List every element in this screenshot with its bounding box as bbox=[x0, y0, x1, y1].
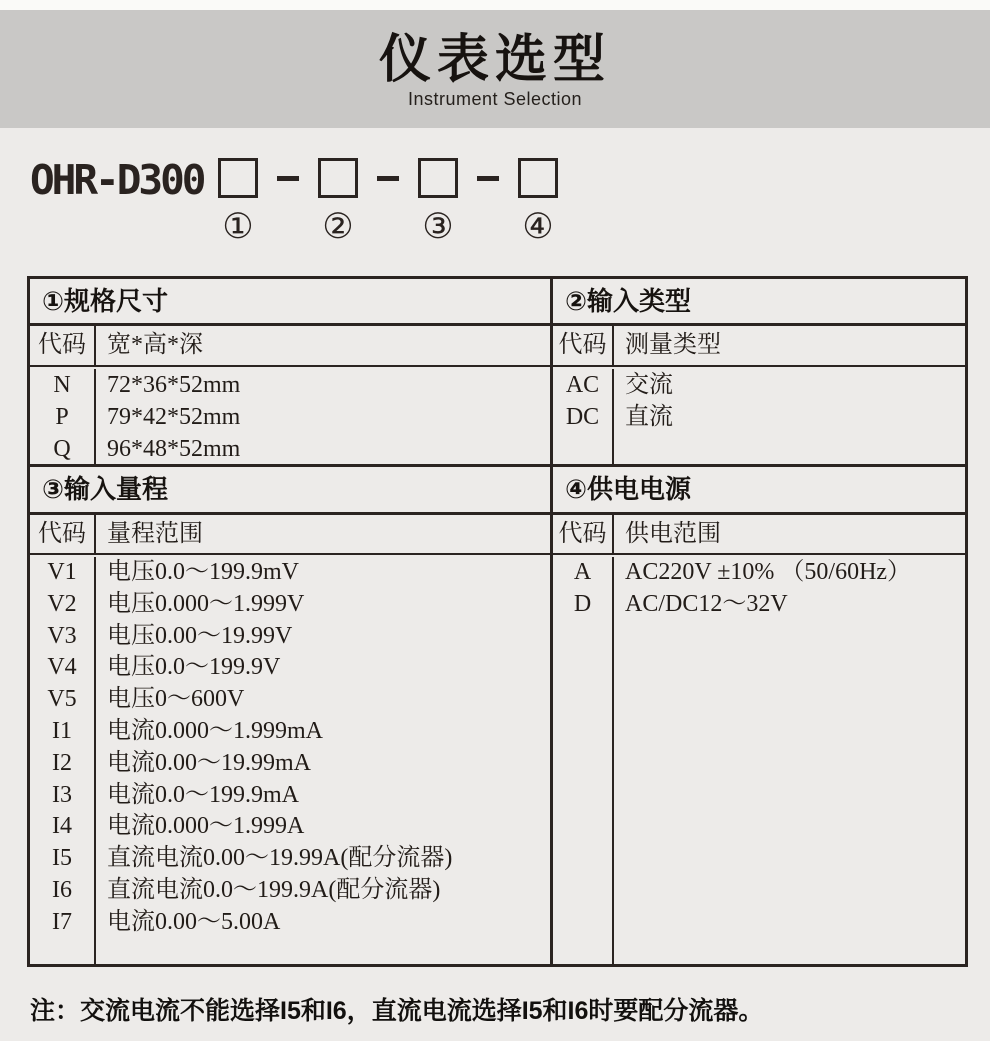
position-marker-2: ② bbox=[322, 207, 354, 247]
title-band bbox=[0, 10, 990, 128]
row-code: DC bbox=[565, 404, 600, 430]
row-value: 72*36*52mm bbox=[107, 372, 241, 398]
column-header-row-spec bbox=[30, 326, 553, 367]
row-code: D bbox=[573, 590, 592, 617]
row-value: 电压0～600V bbox=[107, 686, 245, 713]
model-box-4 bbox=[518, 158, 558, 198]
row-value: 电压0.0～199.9mV bbox=[107, 559, 299, 585]
row-code: V1 bbox=[47, 559, 77, 585]
row-value: 96*48*52mm bbox=[107, 436, 241, 462]
row-code: I7 bbox=[52, 908, 72, 935]
row-value: AC/DC12～32V bbox=[625, 590, 788, 617]
row-value: 电压0.00～19.99V bbox=[107, 622, 293, 649]
page-subtitle: Instrument Selection bbox=[407, 89, 583, 109]
row-code: I1 bbox=[52, 717, 72, 744]
model-slot-3 bbox=[418, 158, 458, 245]
row-value: 电流0.000～1.999A bbox=[107, 813, 305, 840]
model-dash-3 bbox=[458, 158, 518, 198]
value-column bbox=[614, 557, 965, 964]
code-column bbox=[553, 369, 614, 464]
model-slot-2 bbox=[318, 158, 358, 245]
position-marker-3: ③ bbox=[422, 207, 454, 247]
code-header: 代码 bbox=[30, 515, 96, 553]
section-rows-spec-size bbox=[30, 367, 553, 467]
position-marker-4: ④ bbox=[522, 207, 554, 247]
row-code: I5 bbox=[52, 845, 72, 872]
code-column bbox=[30, 369, 96, 464]
code-header: 代码 bbox=[553, 326, 614, 365]
column-header-row-input-type bbox=[553, 326, 965, 367]
row-value: 电流0.00～19.99mA bbox=[107, 749, 311, 776]
row-code: I4 bbox=[52, 813, 72, 840]
row-code: N bbox=[53, 372, 71, 398]
position-marker-1: ① bbox=[222, 207, 254, 247]
row-code: I3 bbox=[52, 781, 72, 808]
code-column bbox=[553, 557, 614, 964]
row-code: I2 bbox=[52, 749, 72, 776]
row-code: AC bbox=[565, 372, 600, 398]
model-dash-1 bbox=[258, 158, 318, 198]
row-value: 电压0.0～199.9V bbox=[107, 654, 281, 681]
row-value: 电流0.00～5.00A bbox=[107, 908, 281, 935]
section-title-input-type: ②输入类型 bbox=[553, 279, 965, 326]
value-column bbox=[96, 369, 550, 464]
section-title-spec-size: ①规格尺寸 bbox=[30, 279, 553, 326]
row-value: 直流电流0.00～19.99A(配分流器) bbox=[107, 845, 453, 872]
footnote: 注：交流电流不能选择I5和I6，直流电流选择I5和I6时要配分流器。 bbox=[30, 997, 764, 1025]
selection-table bbox=[27, 276, 968, 967]
row-value: AC220V ±10% （50/60Hz） bbox=[625, 559, 912, 585]
model-box-3 bbox=[418, 158, 458, 198]
row-value: 电流0.0～199.9mA bbox=[107, 781, 299, 808]
value-header: 量程范围 bbox=[107, 521, 203, 547]
model-box-2 bbox=[318, 158, 358, 198]
row-code: V2 bbox=[47, 590, 77, 617]
row-value: 电流0.000～1.999mA bbox=[107, 717, 323, 744]
page-title: 仪表选型 bbox=[378, 31, 611, 89]
row-value: 交流 bbox=[625, 372, 673, 398]
code-header: 代码 bbox=[30, 326, 96, 365]
row-value: 79*42*52mm bbox=[107, 404, 241, 430]
row-code: V4 bbox=[47, 654, 77, 681]
row-code: Q bbox=[53, 436, 71, 462]
model-slot-1 bbox=[218, 158, 258, 245]
model-prefix: OHR-D300 bbox=[30, 156, 204, 204]
row-value: 直流电流0.0～199.9A(配分流器) bbox=[107, 876, 441, 903]
code-column bbox=[30, 557, 96, 964]
column-header-row-power-supply bbox=[553, 515, 965, 555]
model-slot-4 bbox=[518, 158, 558, 245]
section-rows-input-type bbox=[553, 367, 965, 467]
section-rows-power-supply bbox=[553, 555, 965, 964]
value-column bbox=[614, 369, 965, 464]
code-header: 代码 bbox=[553, 515, 614, 553]
model-box-1 bbox=[218, 158, 258, 198]
value-header: 宽*高*深 bbox=[107, 332, 203, 358]
row-code: P bbox=[55, 404, 69, 430]
row-code: I6 bbox=[52, 876, 72, 903]
value-column bbox=[96, 557, 550, 964]
row-code: V5 bbox=[47, 686, 77, 713]
section-title-input-range: ③输入量程 bbox=[30, 467, 553, 515]
top-strip bbox=[0, 0, 990, 10]
value-header: 供电范围 bbox=[625, 521, 721, 547]
value-header: 测量类型 bbox=[625, 332, 721, 358]
section-rows-input-range bbox=[30, 555, 553, 964]
column-header-row-input-range bbox=[30, 515, 553, 555]
row-code: V3 bbox=[47, 622, 77, 649]
row-code: A bbox=[573, 559, 592, 585]
section-title-power-supply: ④供电电源 bbox=[553, 467, 965, 515]
model-dash-2 bbox=[358, 158, 418, 198]
row-value: 直流 bbox=[625, 404, 673, 430]
model-code-line bbox=[30, 158, 558, 245]
row-value: 电压0.000～1.999V bbox=[107, 590, 305, 617]
